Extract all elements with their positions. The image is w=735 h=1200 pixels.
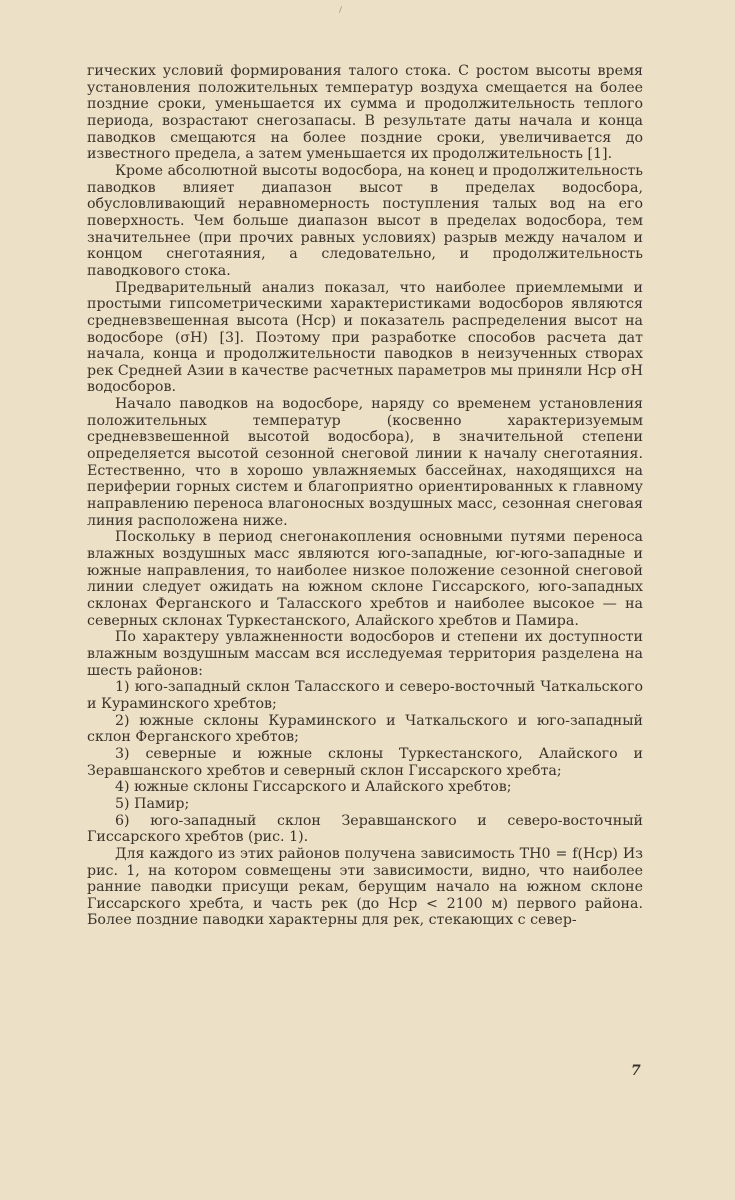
list-item: 3) северные и южные склоны Туркестанского, Алайского и Зеравшанского хребтов и северный склон Гиссарского хребта; xyxy=(87,745,643,779)
paragraph: По характеру увлажненности водосборов и степени их доступности влажным воздушным массам вся исследуемая территория разделена на шесть районов: xyxy=(87,629,643,679)
list-item: 2) южные склоны Кураминского и Чаткальского и юго-западный склон Ферганского хребтов; xyxy=(87,712,643,746)
list-item: 4) южные склоны Гиссарского и Алайского хребтов; xyxy=(115,779,512,796)
list-item: 5) Памир; xyxy=(115,795,190,812)
body-text xyxy=(87,63,643,929)
list-item: 1) юго-западный склон Таласского и северо-восточный Чаткальского и Кураминского хребтов; xyxy=(87,679,643,712)
paragraph: Кроме абсолютной высоты водосбора, на конец и продолжительность паводков влияет диапазон высот в пределах водосбора, обусловливающий неравномерность поступления талых вод на его поверхность. Чем больше диапазон высот в пределах водосбора, тем значительнее (при прочих равных условиях) разрыв между началом и концом снеготаяния, а следовательно, и продолжительность паводкового стока. xyxy=(87,162,643,279)
margin-mark xyxy=(339,6,342,13)
page-number: 7 xyxy=(631,1063,641,1079)
paragraph: Поскольку в период снегонакопления основными путями переноса влажных воздушных масс являются юго-западные, юг-юго-западные и южные направления, то наиболее низкое положение сезонной снеговой линии следует ожидать на южном склоне Гиссарского, юго-западных склонах Ферганского и Таласского хребтов и наиболее высокое — на северных склонах Туркестанского, Алайского хребтов и Памира. xyxy=(87,529,643,629)
list-item: 6) юго-западный склон Зеравшанского и северо-восточный Гиссарского хребтов (рис. 1). xyxy=(87,812,643,846)
paragraph: Начало паводков на водосборе, наряду со временем установления положительных температур (косвенно характеризуемым средневзвешенной высотой водосбора), в значительной степени определяется высотой сезонной снеговой линии к началу снеготаяния. Естественно, что в хорошо увлажняемых бассейнах, находящихся на периферии горных систем и благоприятно ориентированных к главному направлению переноса влагоносных воздушных масс, сезонная снеговая линия расположена ниже. xyxy=(87,396,643,529)
paragraph: Предварительный анализ показал, что наиболее приемлемыми и простыми гипсометрическими характеристиками водосборов являются средневзвешенная высота (Hср) и показатель распределения высот на водосборе (σH) [3]. Поэтому при разработке способов расчета дат начала, конца и продолжительности паводков в неизученных створах рек Средней Азии в качестве расчетных параметров мы приняли Hср σH водосборов. xyxy=(87,279,643,396)
paragraph-continued: гических условий формирования талого стока. С ростом высоты время установления положительных температур воздуха смещается на более поздние сроки, уменьшается их сумма и продолжительность теплого периода, возрастают снегозапасы. В результате даты начала и конца паводков смещаются на более поздние сроки, увеличивается до известного предела, а затем уменьшается их продолжительность [1]. xyxy=(87,63,643,163)
paragraph: Для каждого из этих районов получена зависимость TH0 = f(Hср) Из рис. 1, на котором совмещены эти зависимости, видно, что наиболее ранние паводки присущи рекам, берущим начало на южном склоне Гиссарского хребта, и часть рек (до Hср < 2100 м) первого района. Более поздние паводки характерны для рек, стекающих с север- xyxy=(87,845,643,929)
